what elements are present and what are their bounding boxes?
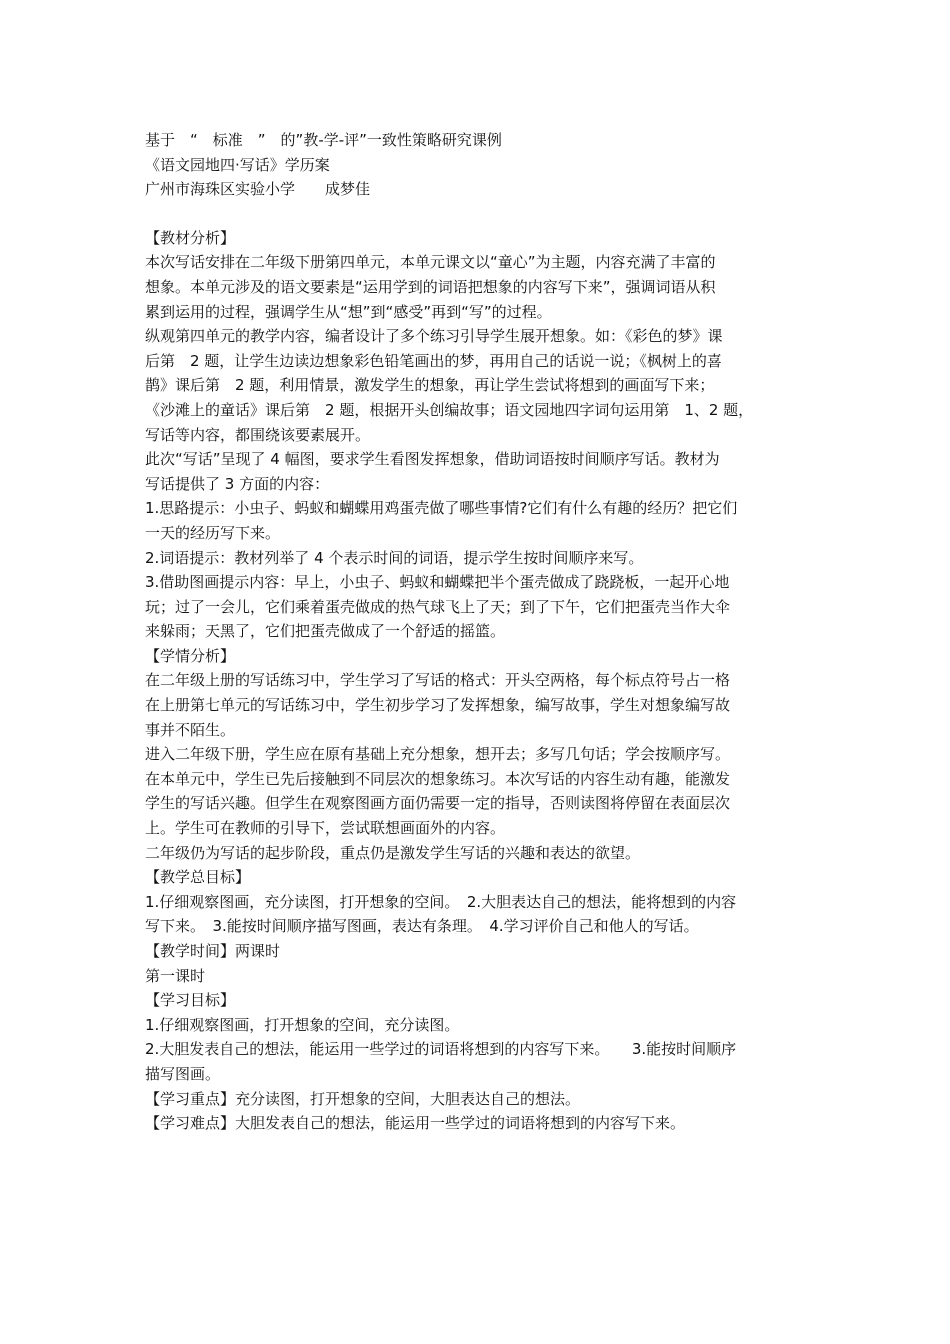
paragraph-line: 在本单元中，学生已先后接触到不同层次的想象练习。本次写话的内容生动有趣，能激发	[145, 769, 731, 788]
learning-key-line	[145, 1087, 825, 1112]
paragraph-line: 1.仔细观察图画，充分读图，打开想象的空间。 2.大胆表达自己的想法，能将想到的内容	[145, 892, 737, 911]
learner-analysis-heading: 【学情分析】	[145, 646, 236, 665]
paragraph-line: 玩；过了一会儿，它们乘着蛋壳做成的热气球飞上了天；到了下午，它们把蛋壳当作大伞	[145, 597, 731, 616]
paragraph-line: 鹊》课后第 2 题，利用情景，激发学生的想象，再让学生尝试将想到的画面写下来；	[145, 376, 715, 395]
paragraph-line: 1.思路提示：小虫子、蚂蚁和蝴蝶用鸡蛋壳做了哪些事情?它们有什么有趣的经历？把它们	[145, 499, 738, 518]
paragraph-line: 后第 2 题，让学生边读边想象彩色铅笔画出的梦，再用自己的话说一说；《枫树上的喜	[145, 351, 722, 370]
paragraph-line: 二年级仍为写话的起步阶段，重点仍是激发学生写话的兴趣和表达的欲望。	[145, 843, 641, 862]
paragraph-line: 来躲雨；天黑了，它们把蛋壳做成了一个舒适的摇篮。	[145, 622, 506, 641]
paragraph-line: 一天的经历写下来。	[145, 523, 281, 542]
paragraph-line: 此次“写话”呈现了 4 幅图，要求学生看图发挥想象，借助词语按时间顺序写话。教材为	[145, 450, 720, 469]
paragraph-line: 进入二年级下册，学生应在原有基础上充分想象，想开去；多写几句话；学会按顺序写。	[145, 745, 731, 764]
learning-key-heading: 【学习重点】	[145, 1089, 236, 1108]
learning-goals-body	[145, 1013, 825, 1087]
paragraph-line: 写下来。 3.能按时间顺序描写图画，表达有条理。 4.学习评价自己和他人的写话。	[145, 917, 699, 936]
learner-analysis-body	[145, 668, 825, 865]
paragraph-line: 在二年级上册的写话练习中，学生学习了写话的格式：开头空两格，每个标点符号占一格	[145, 671, 731, 690]
paragraph-line: 上。学生可在教师的引导下，尝试联想画面外的内容。	[145, 819, 506, 838]
paragraph-line: 写话等内容，都围绕该要素展开。	[145, 425, 371, 444]
learning-difficulty-line	[145, 1111, 825, 1136]
spacer	[145, 202, 825, 226]
paragraph-line: 1.仔细观察图画，打开想象的空间，充分读图。	[145, 1015, 460, 1034]
learning-difficulty-heading: 【学习难点】	[145, 1114, 236, 1133]
paragraph-line: 纵观第四单元的教学内容，编者设计了多个练习引导学生展开想象。如：《彩色的梦》课	[145, 327, 723, 346]
paragraph-line: 事并不陌生。	[145, 720, 236, 739]
paragraph-line: 本次写话安排在二年级下册第四单元，本单元课文以“童心”为主题，内容充满了丰富的	[145, 253, 716, 272]
paragraph-line: 学生的写话兴趣。但学生在观察图画方面仍需要一定的指导，否则读图将停留在表面层次	[145, 794, 731, 813]
paragraph-line: 3.借助图画提示内容：早上，小虫子、蚂蚁和蝴蝶把半个蛋壳做成了跷跷板，一起开心地	[145, 573, 730, 592]
paragraph-line: 在上册第七单元的写话练习中，学生初步学习了发挥想象，编写故事，学生对想象编写故	[145, 696, 731, 715]
subtitle: 《语文园地四·写话》学历案	[145, 155, 330, 174]
teaching-time-heading: 【教学时间】	[145, 942, 236, 960]
textbook-analysis-body	[145, 250, 825, 644]
overall-goals-heading: 【教学总目标】	[145, 868, 251, 887]
overall-goals-body	[145, 890, 825, 939]
learning-difficulty-text: 大胆发表自己的想法，能运用一些学过的词语将想到的内容写下来。	[235, 1114, 686, 1133]
title-line: 基于 “ 标准 ” 的”教-学-评”一致性策略研究课例	[145, 131, 502, 149]
paragraph-line: 2.大胆发表自己的想法，能运用一些学过的词语将想到的内容写下来。 3.能按时间顺序	[145, 1040, 737, 1059]
paragraph-line: 累到运用的过程，强调学生从“想”到“感受”再到“写”的过程。	[145, 302, 552, 321]
first-lesson-title: 第一课时	[145, 966, 206, 985]
teaching-time-line	[145, 939, 825, 964]
teaching-time-value: 两课时	[235, 942, 281, 960]
paragraph-line: 《沙滩上的童话》课后第 2 题，根据开头创编故事；语文园地四字词句运用第 1、2 题，	[145, 400, 754, 419]
paragraph-line: 2.词语提示：教材列举了 4 个表示时间的词语，提示学生按时间顺序来写。	[145, 548, 644, 567]
learning-key-text: 充分读图，打开想象的空间，大胆表达自己的想法。	[235, 1089, 581, 1108]
paragraph-line: 写话提供了 3 方面的内容：	[145, 474, 330, 493]
paragraph-line: 想象。本单元涉及的语文要素是“运用学到的词语把想象的内容写下来”，强调词语从积	[145, 277, 716, 296]
document-page	[145, 128, 825, 1136]
author-line: 广州市海珠区实验小学 成梦佳	[145, 180, 371, 199]
textbook-analysis-heading: 【教材分析】	[145, 228, 236, 247]
learning-goals-heading: 【学习目标】	[145, 991, 236, 1010]
paragraph-line: 描写图画。	[145, 1064, 221, 1083]
